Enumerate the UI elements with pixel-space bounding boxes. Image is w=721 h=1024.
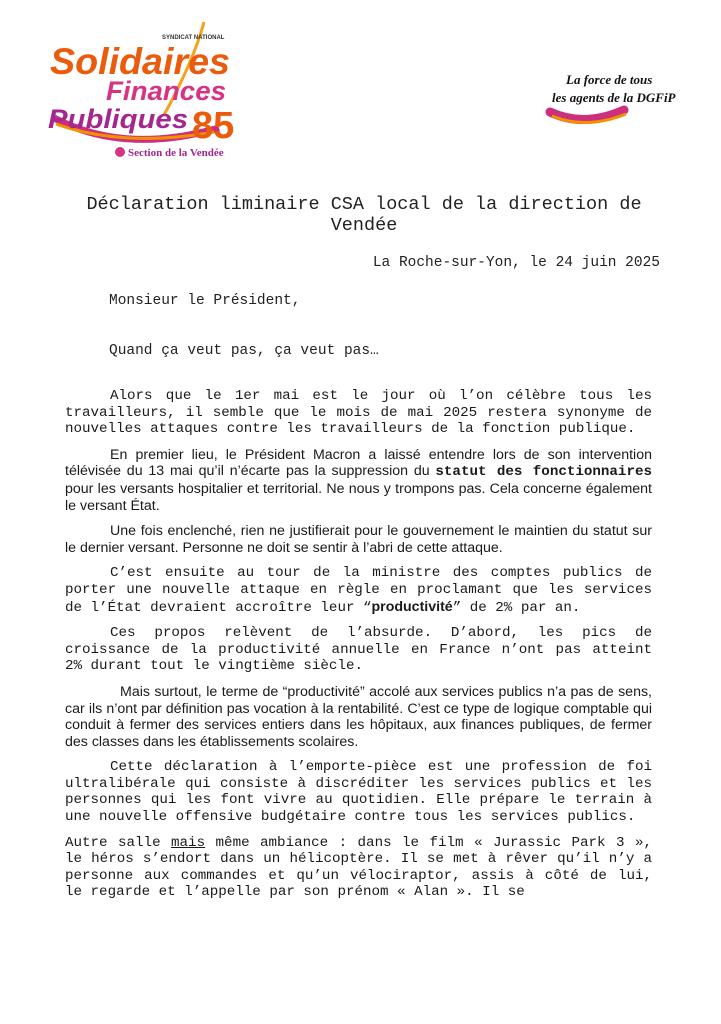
- logo-section: Section de la Vendée: [128, 147, 224, 159]
- paragraph-3: Une fois enclenché, rien ne justifierait pour le gouvernement le maintien du statut sur le dernier versant. Personne ne doit se sentir à l’abri de cette attaque.: [65, 523, 652, 556]
- paragraph-1: Alors que le 1er mai est le jour où l’on célèbre tous les travailleurs, il semble que le mois de mai 2025 restera synonyme de nouvelles attaques contre les travailleurs de la fonction publique.: [65, 388, 652, 438]
- document-body: [65, 388, 652, 910]
- document-title: Déclaration liminaire CSA local de la direction de Vendée: [86, 194, 642, 236]
- paragraph-8: [65, 835, 652, 901]
- salutation: Monsieur le Président,: [109, 293, 301, 309]
- paragraph-4-text-end: ” de 2% par an.: [452, 599, 581, 616]
- logo-dot-icon: [115, 147, 125, 157]
- paragraph-4: [65, 565, 652, 616]
- la-force-de-tous-logo: [544, 62, 684, 130]
- paragraph-2-text-end: pour les versants hospitalier et territorial. Ne nous y trompons pas. Cela concerne également le versant État.: [65, 480, 652, 514]
- paragraph-7: Cette déclaration à l’emporte-pièce est une profession de foi ultralibérale qui consiste à discréditer les services publics et les personnes qui les font vivre au quotidien. Elle prépare le terrain à une nouvelle offensive budgétaire contre tous les services publics.: [65, 759, 652, 826]
- underlined-mais: mais: [171, 834, 206, 851]
- logo-finances: Finances: [106, 76, 226, 106]
- logo-right-line1: La force de tous: [566, 72, 653, 87]
- solidaires-finances-publiques-85-logo: [44, 20, 244, 165]
- paragraph-8-text: Autre salle: [65, 834, 172, 851]
- paragraph-6: Mais surtout, le terme de “productivité” accolé aux services publics n’a pas de sens, car ils n’ont par définition pas vocation à la rentabilité. C’est ce type de logique comptable qui conduit à fermer des services entiers dans les hôpitaux, aux finances publiques, de fermer des classes dans les établissements scolaires.: [65, 683, 652, 750]
- logo-tag: SYNDICAT NATIONAL: [162, 35, 225, 41]
- logo-85: 85: [192, 105, 235, 147]
- opening-line: Quand ça veut pas, ça veut pas…: [109, 343, 379, 359]
- logo-publiques: Publiques: [48, 104, 188, 134]
- bold-productivite: productivité: [371, 598, 453, 615]
- logo-right-line2: les agents de la DGFiP: [552, 90, 676, 105]
- paragraph-5: Ces propos relèvent de l’absurde. D’abord, les pics de croissance de la productivité annuelle en France n’ont pas atteint 2% durant tout le vingtième siècle.: [65, 625, 652, 675]
- place-date: La Roche-sur-Yon, le 24 juin 2025: [372, 255, 660, 271]
- paragraph-8-text-end: même ambiance : dans le film « Jurassic Park 3 », le héros s’endort dans un hélicoptère. Il se met à rêver qu’il n’y a personne aux commandes et qu’un vélociraptor, assis à côté de lui, le regarde et l’appelle par son prénom « Alan ». Il se: [65, 834, 652, 901]
- paragraph-2: [65, 447, 652, 514]
- logo-solidaires: Solidaires: [50, 41, 230, 82]
- bold-statut: statut des fonctionnaires: [435, 464, 652, 481]
- paragraph-2-text: En premier lieu, le Président Macron a laissé entendre lors de son intervention télévisée du 13 mai qu’il n’écarte pas la suppression du: [65, 446, 652, 480]
- paragraph-4-text: C’est ensuite au tour de la ministre des comptes publics de porter une nouvelle attaque en règle en proclamant que les services de l’État devraient accroître leur “: [65, 565, 652, 616]
